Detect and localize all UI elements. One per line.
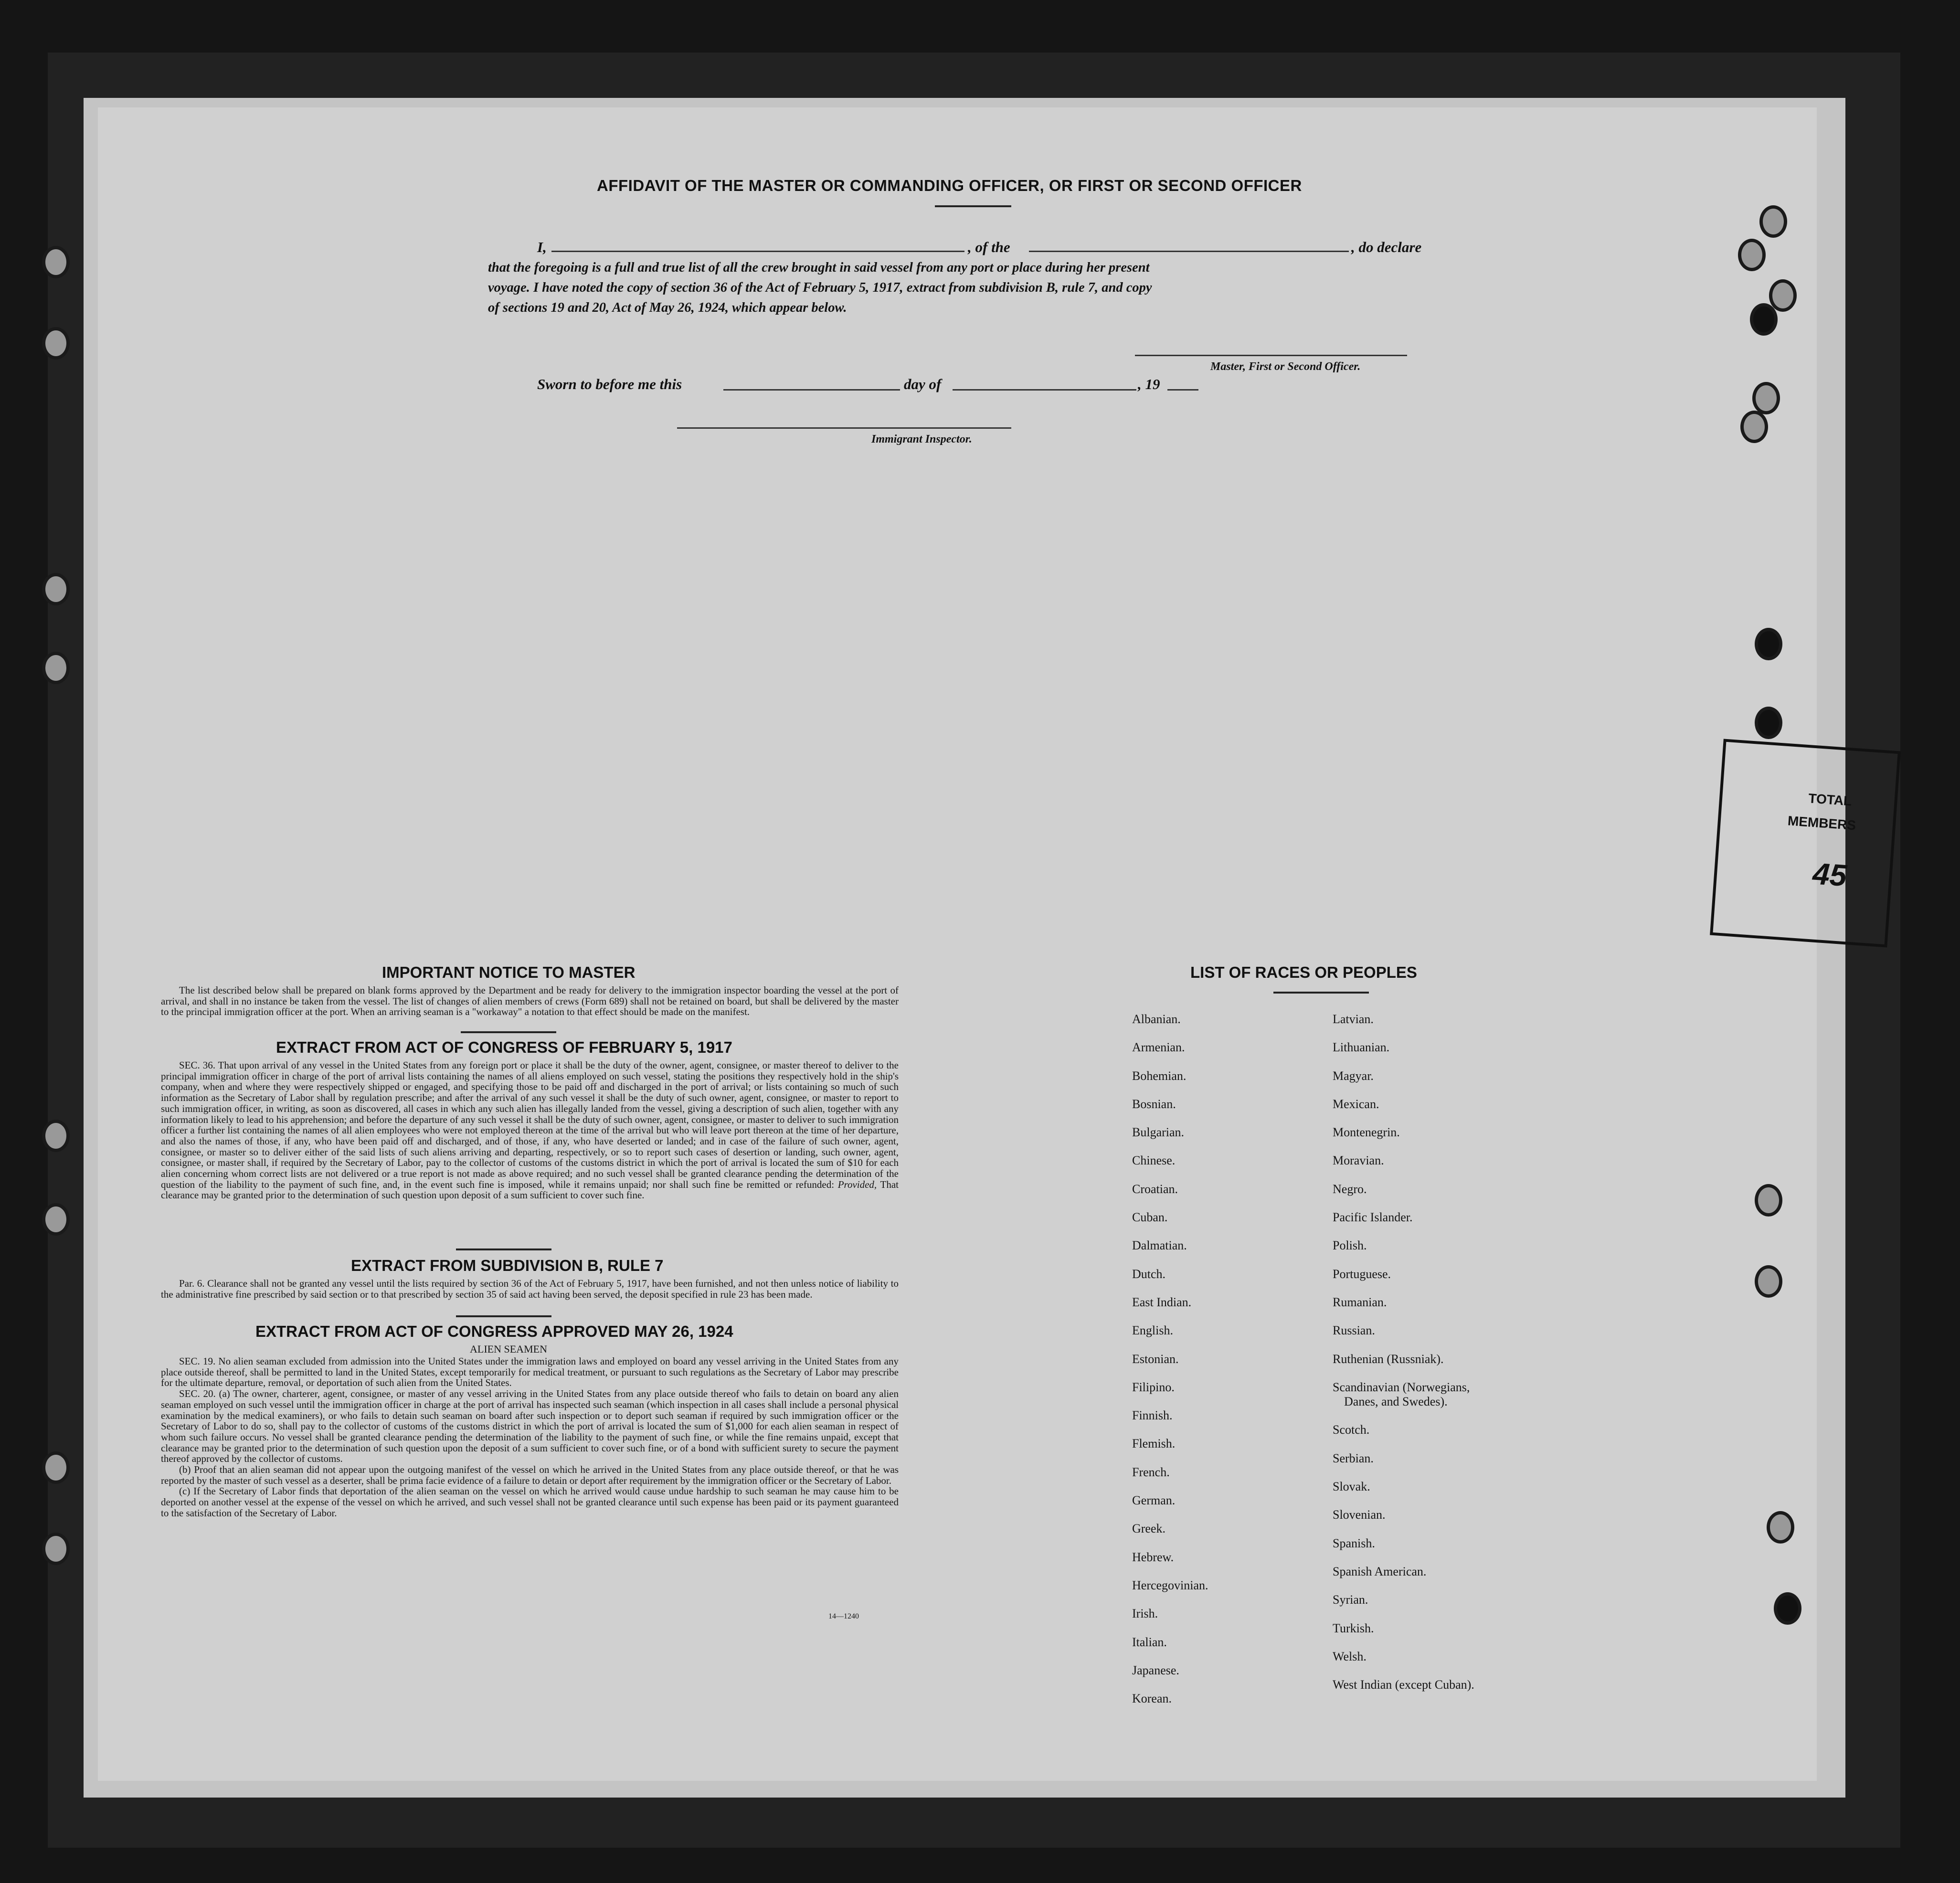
race-item: Rumanian. — [1333, 1295, 1387, 1309]
sworn-day-of: day of — [904, 376, 942, 392]
race-item: Spanish. — [1333, 1536, 1375, 1550]
race-item: Portuguese. — [1333, 1267, 1391, 1281]
race-item: Filipino. — [1132, 1380, 1175, 1394]
binder-hole — [42, 1451, 70, 1484]
race-item: Irish. — [1132, 1607, 1158, 1621]
race-item: Syrian. — [1333, 1593, 1368, 1607]
race-item: French. — [1132, 1465, 1170, 1479]
race-item: Magyar. — [1333, 1068, 1374, 1083]
extract-rule7-rule — [456, 1315, 551, 1317]
race-item: Moravian. — [1333, 1153, 1384, 1168]
affidavit-i: I, — [537, 239, 547, 255]
affidavit-title: AFFIDAVIT OF THE MASTER OR COMMANDING OFFICER, OR FIRST OR SECOND OFFICER — [597, 177, 1302, 194]
race-item: East Indian. — [1132, 1295, 1192, 1309]
race-item: Pacific Islander. — [1333, 1210, 1413, 1225]
extract-rule7-title: EXTRACT FROM SUBDIVISION B, RULE 7 — [351, 1257, 664, 1274]
race-item: English. — [1132, 1323, 1173, 1338]
proviso-text: That clearance may be granted prior to the determination of such question upon deposit of a sum sufficient to cover such fine. — [161, 1178, 899, 1201]
race-item: Scotch. — [1333, 1423, 1370, 1437]
sworn-label: Sworn to before me this — [537, 376, 682, 392]
race-item: Flemish. — [1132, 1437, 1176, 1451]
title-rule — [935, 205, 1011, 207]
binder-hole — [1755, 1184, 1782, 1217]
sec-20b-text: (b) Proof that an alien seaman did not appear upon the outgoing manifest of the vessel on which he arrived in the United States from any place outside thereof, or that he was reported by the master of such vessel as a deserter, shall be prima facie evidence of a failure to detain or deport after requirement by the immigration officer or the Secretary of Labor. — [161, 1464, 899, 1486]
sec-36-text: SEC. 36. That upon arrival of any vessel in the United States from any foreign port or place it shall be the duty of the owner, agent, consignee, or master thereof to deliver to the principal immigration officer in charge of the port of arrival lists containing the names of all aliens employed on such vessel, stating the positions they respectively hold in the ship's company, when and where they were respectively shipped or engaged, and specifying those to be paid off and discharged in the port of arrival; or lists containing so much of such information as the Secretary of Labor shall by regulation prescribe; and after the arrival of any such vessel it shall be the duty of such owner, agent, consignee, or master to report to such immigration officer, in writing, as soon as discovered, all cases in which any such alien has illegally landed from the vessel, giving a description of such alien, together with any information likely to lead to his apprehension; and before the departure of any such vessel it shall be the duty of such owner, agent, consignee, or master to deliver to such immigration officer a further list containing the names of all alien employees who were not employed thereon at the time of the arrival but who will leave port thereon at the time of her departure, and also the names of those, if any, who have been paid off and discharged, and of those, if any, who have deserted or landed; and in case of the failure of such owner, agent, consignee, or master so to deliver either of the said lists of such aliens arriving and departing, respectively, or so to report such cases of desertion or landing, such owner, agent, consignee, or master shall, if required by the Secretary of Labor, pay to the collector of customs of the customs district in which the port of arrival is located the sum of $10 for each alien concerning whom correct lists are not delivered or a true report is not made as above required; and no such vessel shall be granted clearance pending the determination of the question of the liability to the payment of such fine, and, in the event such fine is imposed, while it remains unpaid; nor shall such fine be remitted or refunded: — [161, 1059, 899, 1190]
sworn-month-blank — [953, 389, 1136, 391]
affidavit-line-3: voyage. I have noted the copy of section 36 of the Act of February 5, 1917, extract from subdivision B, rule 7, and copy — [488, 280, 1152, 295]
race-item: Bosnian. — [1132, 1097, 1176, 1111]
sworn-day-blank — [723, 389, 900, 391]
race-item: Dalmatian. — [1132, 1238, 1187, 1253]
binder-hole — [42, 573, 70, 605]
binder-hole — [42, 246, 70, 278]
race-item: Croatian. — [1132, 1182, 1178, 1196]
form-page — [98, 107, 1817, 1781]
notice-text: The list described below shall be prepared on blank forms approved by the Department and be ready for delivery to the immigration inspector boarding the vessel at the port of arrival, and shall in no instance be taken from the vessel. The list of changes of alien members of crews (Form 689) shall not be retained on board, but shall be delivered by the master to the principal immigration officer at the port. When an arriving seaman is a "workaway" a notation to that effect should be made on the manifest. — [161, 984, 899, 1018]
binder-hole — [42, 1533, 70, 1565]
inspector-caption: Immigrant Inspector. — [871, 433, 972, 445]
race-item: Montenegrin. — [1333, 1125, 1400, 1140]
sworn-year: , 19 — [1138, 376, 1160, 392]
stamp-line-1: TOTAL — [1808, 791, 1853, 809]
binder-hole — [1774, 1592, 1801, 1625]
binder-hole — [1750, 303, 1778, 336]
notice-title: IMPORTANT NOTICE TO MASTER — [382, 963, 636, 981]
sec-20a-text: SEC. 20. (a) The owner, charterer, agent, consignee, or master of any vessel arriving in the United States from any place outside thereof who fails to detain on board any alien seaman employed on such vessel until the immigration officer in charge at the port of arrival has inspected such seaman (which inspection in all cases shall include a personal physical examination by the medical examiners), or who fails to detain such seaman on board after such inspection or to deport such seaman if required by such immigration officer or the Secretary of Labor to do so, shall pay to the collector of customs of the customs district in which the port of arrival is located the sum of $1,000 for each alien seaman in respect of whom such failure occurs. No vessel shall be granted clearance pending the determination of the liability to the payment of such fine, or while the fine remains unpaid, except that clearance may be granted prior to the determination of such question upon the deposit of a sum sufficient to cover such fine, or of a bond with sufficient surety to secure the payment thereof approved by the collector of customs. — [161, 1388, 899, 1465]
race-item: German. — [1132, 1493, 1176, 1508]
races-title: LIST OF RACES OR PEOPLES — [1190, 963, 1417, 981]
race-item: Hebrew. — [1132, 1550, 1174, 1564]
affidavit-of-the: , of the — [968, 239, 1010, 255]
race-item: Negro. — [1333, 1182, 1367, 1196]
binder-hole — [42, 652, 70, 684]
races-rule — [1273, 992, 1369, 994]
race-item: Polish. — [1333, 1238, 1367, 1253]
extract-1917-text — [161, 1060, 899, 1201]
binder-hole — [1752, 382, 1780, 414]
master-signature-line — [1135, 355, 1407, 356]
sec-19-text: SEC. 19. No alien seaman excluded from admission into the United States under the immigration laws and employed on board any vessel arriving in the United States from any place outside thereof, shall be permitted to land in the United States, except temporarily for medical treatment, or pursuant to such regulations as the Secretary of Labor may prescribe for the ultimate departure, removal, or deportation of such alien from the United States. — [161, 1355, 899, 1389]
alien-seamen-subtitle: ALIEN SEAMEN — [470, 1343, 547, 1355]
total-members-stamp — [1710, 739, 1901, 948]
race-item: Finnish. — [1132, 1408, 1173, 1423]
binder-hole — [1755, 1265, 1782, 1298]
binder-hole — [42, 1203, 70, 1236]
race-item: Korean. — [1132, 1692, 1172, 1706]
race-item: West Indian (except Cuban). — [1333, 1678, 1474, 1692]
sec-20c-text: (c) If the Secretary of Labor finds that deportation of the alien seaman on the vessel on which he arrived would cause undue hardship to such seaman he may cause him to be deported on another vessel at the expense of the vessel on which he arrived, and such vessel shall not be granted clearance until such expense has been paid or its payment guaranteed to the satisfaction of the Secretary of Labor. — [161, 1485, 899, 1519]
affidavit-line-4: of sections 19 and 20, Act of May 26, 1924, which appear below. — [488, 300, 847, 315]
race-item: Bulgarian. — [1132, 1125, 1185, 1140]
extract-rule7-text — [161, 1278, 899, 1300]
extract-1917-title: EXTRACT FROM ACT OF CONGRESS OF FEBRUARY 5, 1917 — [276, 1038, 732, 1056]
race-item: Scandinavian (Norwegians, — [1333, 1380, 1470, 1394]
races-column-2 — [1333, 1012, 1474, 1706]
race-item: Hercegovinian. — [1132, 1578, 1208, 1592]
races-column-1 — [1132, 1012, 1208, 1720]
race-item: Albanian. — [1132, 1012, 1181, 1026]
race-item: Bohemian. — [1132, 1068, 1187, 1083]
affidavit-line-2: that the foregoing is a full and true list of all the crew brought in said vessel from any port or place during her present — [488, 260, 1150, 275]
race-item: Slovenian. — [1333, 1508, 1386, 1522]
form-number: 14—1240 — [828, 1612, 859, 1620]
notice-rule — [461, 1031, 556, 1033]
race-item: Japanese. — [1132, 1663, 1179, 1677]
vessel-blank — [1029, 251, 1349, 252]
stamp-line-2: MEMBERS — [1787, 813, 1857, 833]
affidavit-declare: , do declare — [1351, 239, 1422, 255]
binder-hole — [1738, 239, 1766, 271]
binder-hole — [1769, 279, 1797, 312]
race-item: Estonian. — [1132, 1352, 1179, 1366]
race-item: Spanish American. — [1333, 1564, 1427, 1578]
race-item: Latvian. — [1333, 1012, 1374, 1026]
name-blank — [551, 251, 964, 252]
binder-hole — [1767, 1511, 1794, 1544]
race-item: Chinese. — [1132, 1153, 1176, 1168]
binder-hole — [42, 1120, 70, 1152]
sworn-year-blank — [1167, 389, 1198, 391]
stamp-count: 45 — [1812, 856, 1848, 893]
race-item: Russian. — [1333, 1323, 1375, 1338]
binder-hole — [1755, 628, 1782, 660]
race-item: Welsh. — [1333, 1649, 1367, 1663]
extract-1917-rule — [456, 1248, 551, 1250]
race-item: Slovak. — [1333, 1480, 1370, 1494]
extract-1924-text — [161, 1356, 899, 1519]
race-item: Lithuanian. — [1333, 1040, 1390, 1055]
race-item: Serbian. — [1333, 1451, 1374, 1465]
master-signature-caption: Master, First or Second Officer. — [1210, 360, 1361, 373]
inspector-signature-line — [677, 427, 1011, 429]
race-item: Mexican. — [1333, 1097, 1379, 1111]
provided-word: Provided, — [837, 1178, 877, 1190]
race-item: Danes, and Swedes). — [1344, 1395, 1448, 1409]
race-item: Dutch. — [1132, 1267, 1166, 1281]
extract-1924-title: EXTRACT FROM ACT OF CONGRESS APPROVED MAY 26, 1924 — [255, 1322, 733, 1340]
binder-hole — [1740, 411, 1768, 443]
race-item: Greek. — [1132, 1522, 1166, 1536]
binder-hole — [1759, 205, 1787, 238]
race-item: Italian. — [1132, 1635, 1167, 1649]
race-item: Turkish. — [1333, 1621, 1374, 1635]
race-item: Ruthenian (Russniak). — [1333, 1352, 1444, 1366]
binder-hole — [1755, 707, 1782, 739]
rule7-paragraph: Par. 6. Clearance shall not be granted any vessel until the lists required by section 36 of the Act of February 5, 1917, have been furnished, and not then unless notice of liability to the administrative fine prescribed by said section or to that prescribed by section 35 of said act having been served, the deposit specified in rule 23 has been made. — [161, 1278, 899, 1300]
race-item: Cuban. — [1132, 1210, 1168, 1225]
binder-hole — [42, 327, 70, 360]
race-item: Armenian. — [1132, 1040, 1185, 1055]
